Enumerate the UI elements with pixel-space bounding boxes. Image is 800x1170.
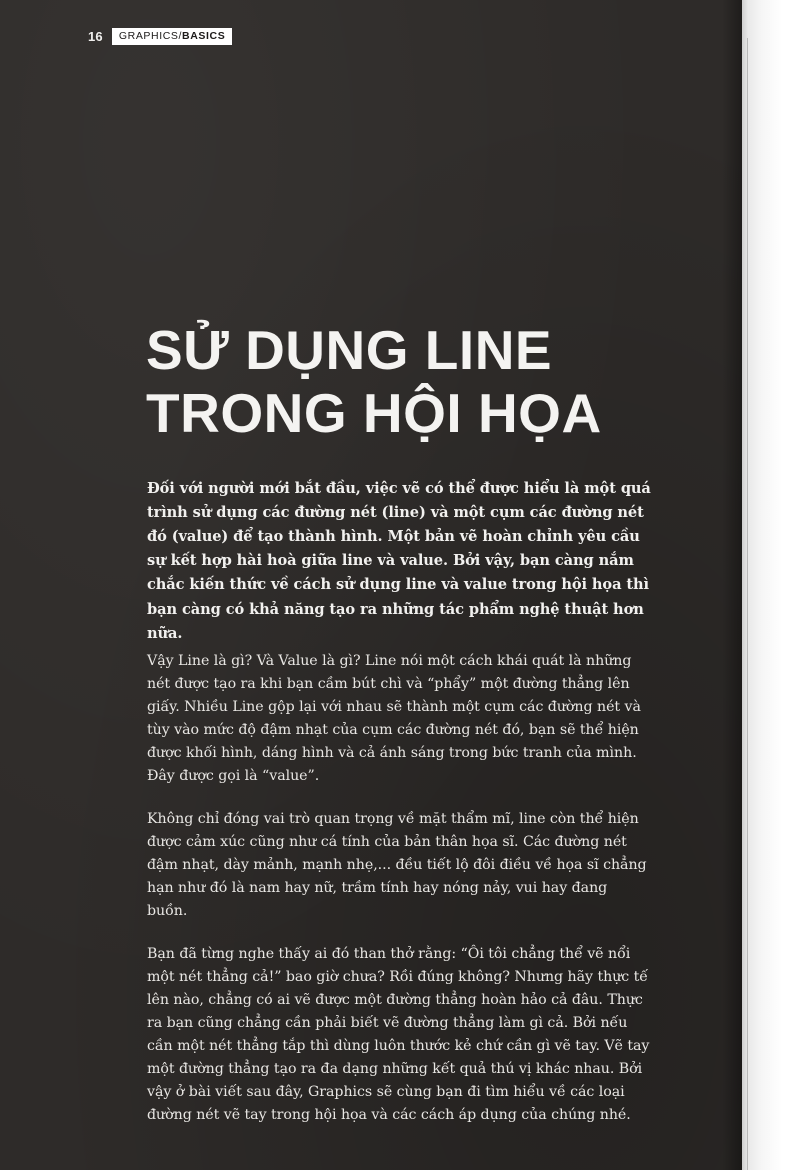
section-badge [112, 28, 232, 45]
article-paragraph: Vậy Line là gì? Và Value là gì? Line nói một cách khái quát là những nét được tạo ra khi bạn cầm bút chì và “phẩy” một đường thẳng lên giấy. Nhiều Line gộp lại với nhau sẽ thành một cụm các đường nét và tùy vào mức độ đậm nhạt của cụm các đường nét đó, bạn sẽ thể hiện được khối hình, dáng hình và cả ánh sáng trong bức tranh của mình. Đây được gọi là “value”. [147, 653, 641, 784]
article-body [147, 650, 651, 1127]
page-title-line-2: TRONG HỘI HỌA [146, 381, 602, 444]
article-lede: Đối với người mới bắt đầu, việc vẽ có thể được hiểu là một quá trình sử dụng các đường nét (line) và một cụm các đường nét đó (value) để tạo thành hình. Một bản vẽ hoàn chỉnh yêu cầu sự kết hợp hài hoà giữa line và value. Bởi vậy, bạn càng nắm chắc kiến thức về cách sử dụng line và value trong hội họa thì bạn càng có khả năng tạo ra những tác phẩm nghệ thuật hơn nữa. [147, 479, 651, 642]
article-paragraph: Bạn đã từng nghe thấy ai đó than thở rằng: “Ôi tôi chẳng thể vẽ nổi một nét thẳng cả!” bao giờ chưa? Rồi đúng không? Nhưng hãy thực tế lên nào, chẳng có ai vẽ được một đường thẳng hoàn hảo cả đâu. Thực ra bạn cũng chẳng cần phải biết vẽ đường thẳng làm gì cả. Bởi nếu cần một nét thẳng tắp thì dùng luôn thước kẻ chứ cần gì vẽ tay. Vẽ tay một đường thẳng tạo ra đa dạng những kết quả thú vị khác nhau. Bởi vậy ở bài viết sau đây, Graphics sẽ cùng bạn đi tìm hiểu về các loại đường nét vẽ tay trong hội họa và các cách áp dụng của chúng nhé. [147, 946, 650, 1123]
section-badge-secondary: BASICS [182, 30, 226, 42]
section-badge-primary: GRAPHICS/ [118, 30, 183, 42]
page-edge-rule [747, 38, 748, 1170]
article-paragraph: Không chỉ đóng vai trò quan trọng về mặt thẩm mĩ, line còn thể hiện được cảm xúc cũng như cá tính của bản thân họa sĩ. Các đường nét đậm nhạt, dày mảnh, mạnh nhẹ,... đều tiết lộ đôi điều về họa sĩ chẳng hạn như đó là nam hay nữ, trầm tính hay nóng nảy, vui hay đang buồn. [147, 811, 647, 919]
page-header [88, 28, 232, 45]
page-title [146, 319, 706, 444]
page-gutter [742, 0, 800, 1170]
page-number: 16 [88, 28, 103, 44]
page-title-line-1: SỬ DỤNG LINE [146, 318, 553, 381]
